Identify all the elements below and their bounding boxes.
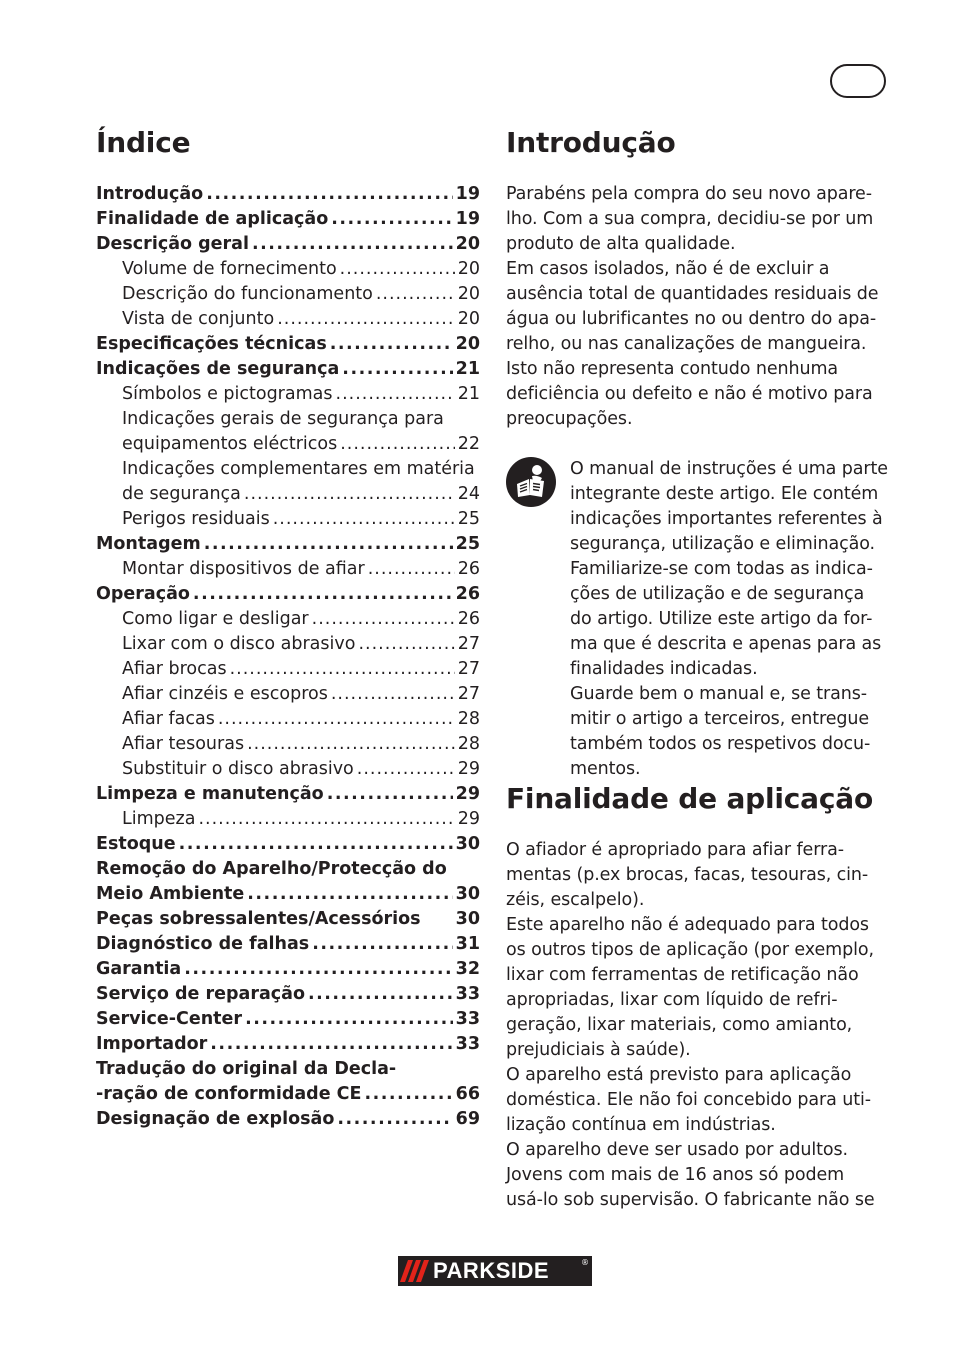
- toc-entry-page: 21: [455, 359, 480, 379]
- toc-entry-page: 31: [455, 934, 480, 954]
- toc-entry[interactable]: [96, 732, 480, 757]
- purpose-title: Finalidade de aplicação: [506, 782, 874, 815]
- toc-leader-dots: [245, 1007, 453, 1032]
- read-manual-icon: [506, 457, 556, 507]
- toc-entry-label: Garantia: [96, 959, 182, 979]
- toc-entry-label: Introdução: [96, 184, 204, 204]
- toc-entry-label: Designação de explosão: [96, 1109, 335, 1129]
- toc-entry-label: Volume de fornecimento: [122, 259, 337, 279]
- toc-entry-page: 26: [455, 584, 480, 604]
- toc-entry-label: Descrição geral: [96, 234, 249, 254]
- toc-entry-page: 28: [457, 709, 480, 729]
- toc-leader-dots: [331, 682, 455, 707]
- toc-leader-dots: [184, 957, 452, 982]
- toc-leader-dots: [364, 1082, 452, 1107]
- toc-leader-dots: [340, 257, 455, 282]
- toc-entry-label: Lixar com o disco abrasivo: [122, 634, 356, 654]
- toc-title: Índice: [96, 126, 191, 159]
- toc-leader-dots: [327, 782, 453, 807]
- manual-note: [506, 457, 896, 782]
- toc-entry[interactable]: [96, 1107, 480, 1132]
- toc-entry-label: Serviço de reparação: [96, 984, 305, 1004]
- toc-leader-dots: [342, 357, 452, 382]
- toc-leader-dots: [358, 632, 454, 657]
- toc-entry-label: Diagnóstico de falhas: [96, 934, 310, 954]
- toc-entry-label: Remoção do Aparelho/Protecção do: [96, 859, 447, 879]
- toc-entry-page: 25: [455, 534, 480, 554]
- toc-entry[interactable]: [96, 907, 480, 932]
- toc-entry-label: Montar dispositivos de afiar: [122, 559, 365, 579]
- toc-entry-label: Finalidade de aplicação: [96, 209, 329, 229]
- toc-leader-dots: [330, 332, 453, 357]
- toc-leader-dots: [273, 507, 455, 532]
- toc-leader-dots: [193, 582, 453, 607]
- toc-entry[interactable]: [96, 232, 480, 257]
- toc-entry[interactable]: [96, 782, 480, 807]
- table-of-contents: [96, 126, 480, 1132]
- toc-leader-dots: [336, 382, 455, 407]
- toc-entry[interactable]: [96, 882, 480, 907]
- toc-entry[interactable]: [96, 282, 480, 307]
- toc-leader-dots: [331, 207, 452, 232]
- language-badge: [830, 64, 886, 98]
- toc-entry-page: 27: [457, 634, 480, 654]
- toc-leader-dots: [308, 982, 453, 1007]
- toc-leader-dots: [252, 232, 453, 257]
- toc-entry-page: 19: [455, 209, 480, 229]
- toc-entry[interactable]: [96, 407, 480, 432]
- toc-leader-dots: [206, 182, 452, 207]
- toc-entry-label: Descrição do funcionamento: [122, 284, 373, 304]
- toc-entry[interactable]: [96, 982, 480, 1007]
- toc-entry-label: Service-Center: [96, 1009, 243, 1029]
- parkside-logo: [398, 1256, 592, 1286]
- toc-entry[interactable]: [96, 557, 480, 582]
- toc-entry[interactable]: [96, 357, 480, 382]
- toc-entry[interactable]: [96, 257, 480, 282]
- toc-entry-page: 26: [457, 609, 480, 629]
- toc-entry-label: Perigos residuais: [122, 509, 270, 529]
- toc-entry-label: Afiar facas: [122, 709, 215, 729]
- manual-note-text: O manual de instruções é uma parte integrante deste artigo. Ele contém indicações importantes referentes à segurança, utilização e eliminação. Familiarize-se com todas as indica- ções de utilização e de segurança do artigo. Utilize este artigo da for- ma que é descrita e apenas para as finalidades indicadas. Guarde bem o manual e, se trans- mitir o artigo a terceiros, entregue também todos os respetivos docu- mentos.: [570, 459, 888, 779]
- toc-entry[interactable]: [96, 757, 480, 782]
- toc-entry-label: Como ligar e desligar: [122, 609, 309, 629]
- toc-entry-label: Indicações gerais de segurança para: [122, 409, 444, 429]
- toc-entry-page: 19: [455, 184, 480, 204]
- toc-entry[interactable]: [96, 957, 480, 982]
- toc-entry[interactable]: [96, 307, 480, 332]
- toc-entry-label: -ração de conformidade CE: [96, 1084, 362, 1104]
- toc-list: [96, 182, 480, 1132]
- toc-entry[interactable]: [96, 707, 480, 732]
- toc-entry[interactable]: [96, 1032, 480, 1057]
- intro-title: Introdução: [506, 126, 676, 159]
- intro-paragraph: Parabéns pela compra do seu novo apare- lho. Com a sua compra, decidiu-se por um produto de alta qualidade. Em casos isolados, não é de excluir a ausência total de quantidades residuais de água ou lubrificantes no ou dentro do apa- relho, ou nas canalizações de mangueira. Isto não representa contudo nenhuma deficiência ou defeito e não é motivo para preocupações.: [506, 184, 879, 429]
- toc-entry-page: 33: [455, 1034, 480, 1054]
- toc-entry-label: Afiar cinzéis e escopros: [122, 684, 328, 704]
- toc-entry-page: 26: [457, 559, 480, 579]
- toc-entry-label: Limpeza e manutenção: [96, 784, 324, 804]
- toc-leader-dots: [277, 307, 455, 332]
- toc-entry-page: 27: [457, 659, 480, 679]
- toc-leader-dots: [230, 657, 455, 682]
- toc-entry-page: 30: [455, 834, 480, 854]
- toc-entry-label: Montagem: [96, 534, 201, 554]
- toc-leader-dots: [368, 557, 455, 582]
- toc-entry[interactable]: [96, 182, 480, 207]
- toc-leader-dots: [198, 807, 454, 832]
- toc-entry-label: Especificações técnicas: [96, 334, 327, 354]
- toc-entry-label: Estoque: [96, 834, 176, 854]
- toc-entry[interactable]: [96, 582, 480, 607]
- toc-entry[interactable]: [96, 457, 480, 482]
- toc-entry-page: 25: [457, 509, 480, 529]
- toc-entry-page: 33: [455, 1009, 480, 1029]
- toc-entry[interactable]: [96, 1057, 480, 1082]
- toc-leader-dots: [247, 732, 455, 757]
- toc-entry[interactable]: [96, 1082, 480, 1107]
- toc-leader-dots: [247, 882, 452, 907]
- toc-entry-page: 20: [455, 334, 480, 354]
- toc-leader-dots: [337, 1107, 452, 1132]
- toc-entry[interactable]: [96, 832, 480, 857]
- toc-entry[interactable]: [96, 432, 480, 457]
- toc-leader-dots: [312, 932, 452, 957]
- toc-entry[interactable]: [96, 332, 480, 357]
- toc-entry-page: 24: [457, 484, 480, 504]
- brand-registered-mark: ®: [581, 1258, 589, 1267]
- toc-entry-label: Símbolos e pictogramas: [122, 384, 333, 404]
- toc-entry-page: 69: [455, 1109, 480, 1129]
- logo-stripes-icon: [404, 1260, 425, 1282]
- toc-entry-label: Afiar tesouras: [122, 734, 245, 754]
- toc-entry-label: equipamentos eléctricos: [122, 434, 338, 454]
- toc-leader-dots: [244, 482, 455, 507]
- toc-entry-label: Vista de conjunto: [122, 309, 275, 329]
- toc-entry-page: 20: [457, 259, 480, 279]
- toc-entry-label: Afiar brocas: [122, 659, 227, 679]
- toc-leader-dots: [376, 282, 455, 307]
- toc-entry[interactable]: [96, 607, 480, 632]
- toc-entry[interactable]: [96, 382, 480, 407]
- toc-leader-dots: [340, 432, 455, 457]
- toc-leader-dots: [357, 757, 455, 782]
- toc-entry-label: Operação: [96, 584, 190, 604]
- toc-entry[interactable]: [96, 207, 480, 232]
- purpose-paragraph: O afiador é apropriado para afiar ferra- mentas (p.ex brocas, facas, tesouras, cin- zéis, escalpelo). Este aparelho não é adequado para todos os outros tipos de aplicação (por exemplo, lixar com ferramentas de retificação não apropriadas, lixar com líquido de refri- geração, lixar materiais, como amianto, prejudiciais à saúde). O aparelho está previsto para aplicação doméstica. Ele não foi concebido para uti- lização contínua em indústrias. O aparelho deve ser usado por adultos. Jovens com mais de 16 anos só podem usá-lo sob supervisão. O fabricante não se: [506, 840, 875, 1210]
- toc-entry-page: 20: [455, 234, 480, 254]
- toc-entry-page: 66: [455, 1084, 480, 1104]
- toc-entry-page: 21: [457, 384, 480, 404]
- toc-entry-label: Limpeza: [122, 809, 196, 829]
- brand-name: PARKSIDE: [433, 1258, 550, 1283]
- toc-leader-dots: [210, 1032, 452, 1057]
- toc-leader-dots: [179, 832, 453, 857]
- toc-entry-label: Meio Ambiente: [96, 884, 245, 904]
- toc-entry-label: Importador: [96, 1034, 208, 1054]
- toc-entry[interactable]: [96, 857, 480, 882]
- toc-entry-page: 27: [457, 684, 480, 704]
- toc-entry-page: 30: [455, 909, 480, 929]
- toc-entry-page: 33: [455, 984, 480, 1004]
- toc-entry-label: de segurança: [122, 484, 241, 504]
- toc-entry[interactable]: [96, 632, 480, 657]
- toc-entry-page: 32: [455, 959, 480, 979]
- toc-leader-dots: [312, 607, 455, 632]
- toc-entry-page: 30: [455, 884, 480, 904]
- toc-entry[interactable]: [96, 682, 480, 707]
- toc-entry-label: Substituir o disco abrasivo: [122, 759, 354, 779]
- toc-leader-dots: [204, 532, 453, 557]
- toc-entry[interactable]: [96, 482, 480, 507]
- toc-entry[interactable]: [96, 532, 480, 557]
- toc-entry-page: 20: [457, 309, 480, 329]
- toc-entry-page: 29: [457, 759, 480, 779]
- toc-entry-label: Indicações complementares em matéria: [122, 459, 475, 479]
- toc-entry-page: 29: [455, 784, 480, 804]
- toc-entry-page: 22: [457, 434, 480, 454]
- toc-leader-dots: [218, 707, 455, 732]
- toc-entry[interactable]: [96, 657, 480, 682]
- toc-entry[interactable]: [96, 507, 480, 532]
- toc-entry[interactable]: [96, 932, 480, 957]
- toc-entry-label: Indicações de segurança: [96, 359, 340, 379]
- toc-entry-page: 20: [457, 284, 480, 304]
- toc-entry-label: Tradução do original da Decla-: [96, 1059, 397, 1079]
- toc-entry-label: Peças sobressalentes/Acessórios: [96, 909, 421, 929]
- toc-entry[interactable]: [96, 807, 480, 832]
- toc-entry-page: 29: [457, 809, 480, 829]
- toc-entry[interactable]: [96, 1007, 480, 1032]
- toc-entry-page: 28: [457, 734, 480, 754]
- content-column: [506, 126, 896, 1213]
